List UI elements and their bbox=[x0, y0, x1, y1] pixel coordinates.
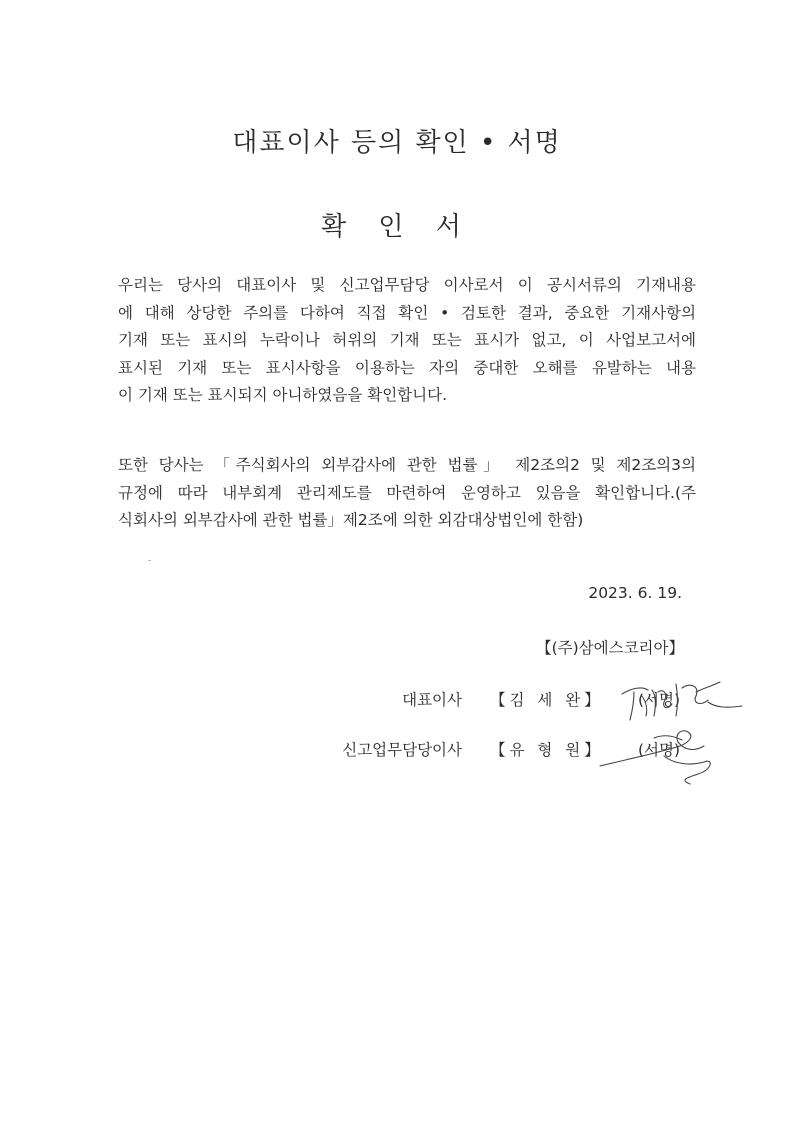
ceo-role-label: 대표이사 bbox=[402, 691, 462, 709]
ceo-signature-mark: (서명) bbox=[638, 691, 681, 709]
confirmation-paragraph bbox=[118, 272, 696, 410]
paragraph-line: 이 기재 또는 표시되지 아니하였음을 확인합니다. bbox=[118, 386, 448, 404]
paragraph-line: 우리는 당사의 대표이사 및 신고업무담당 이사로서 이 공시서류의 기재내용 bbox=[118, 276, 696, 294]
paragraph-line: 규정에 따라 내부회계 관리제도를 마련하여 운영하고 있음을 확인합니다.(주 bbox=[118, 483, 696, 502]
paragraph-line: 표시된 기재 또는 표시사항을 이용하는 자의 중대한 오해를 유발하는 내용 bbox=[118, 358, 696, 377]
document-subheading: 확 인 서 bbox=[321, 212, 473, 242]
ceo-name: 【김 세 완】 bbox=[490, 691, 604, 709]
company-name: 【(주)삼에스코리아】 bbox=[536, 639, 684, 657]
disclosure-director-role-label: 신고업무담당이사 bbox=[342, 741, 462, 759]
paragraph-line: 또한 당사는 「주식회사의 외부감사에 관한 법률」 제2조의2 및 제2조의3의 bbox=[118, 456, 696, 474]
document-heading: 대표이사 등의 확인 • 서명 bbox=[232, 128, 562, 158]
document-date: 2023. 6. 19. bbox=[588, 584, 682, 602]
paragraph-line: 기재 또는 표시의 누락이나 허위의 기재 또는 표시가 없고, 이 사업보고서에 bbox=[118, 331, 696, 349]
disclosure-director-handwritten-signature bbox=[594, 716, 724, 786]
disclosure-director-name: 【유 형 원】 bbox=[490, 741, 604, 759]
disclosure-director-signature-mark: (서명) bbox=[638, 741, 681, 759]
internal-control-paragraph bbox=[118, 452, 696, 535]
paragraph-line: 식회사의 외부감사에 관한 법률」제2조에 의한 외감대상법인에 한함) bbox=[118, 511, 584, 529]
paragraph-line: 에 대해 상당한 주의를 다하여 직접 확인 • 검토한 결과, 중요한 기재사항의 bbox=[118, 303, 696, 322]
scan-speck bbox=[148, 560, 151, 561]
